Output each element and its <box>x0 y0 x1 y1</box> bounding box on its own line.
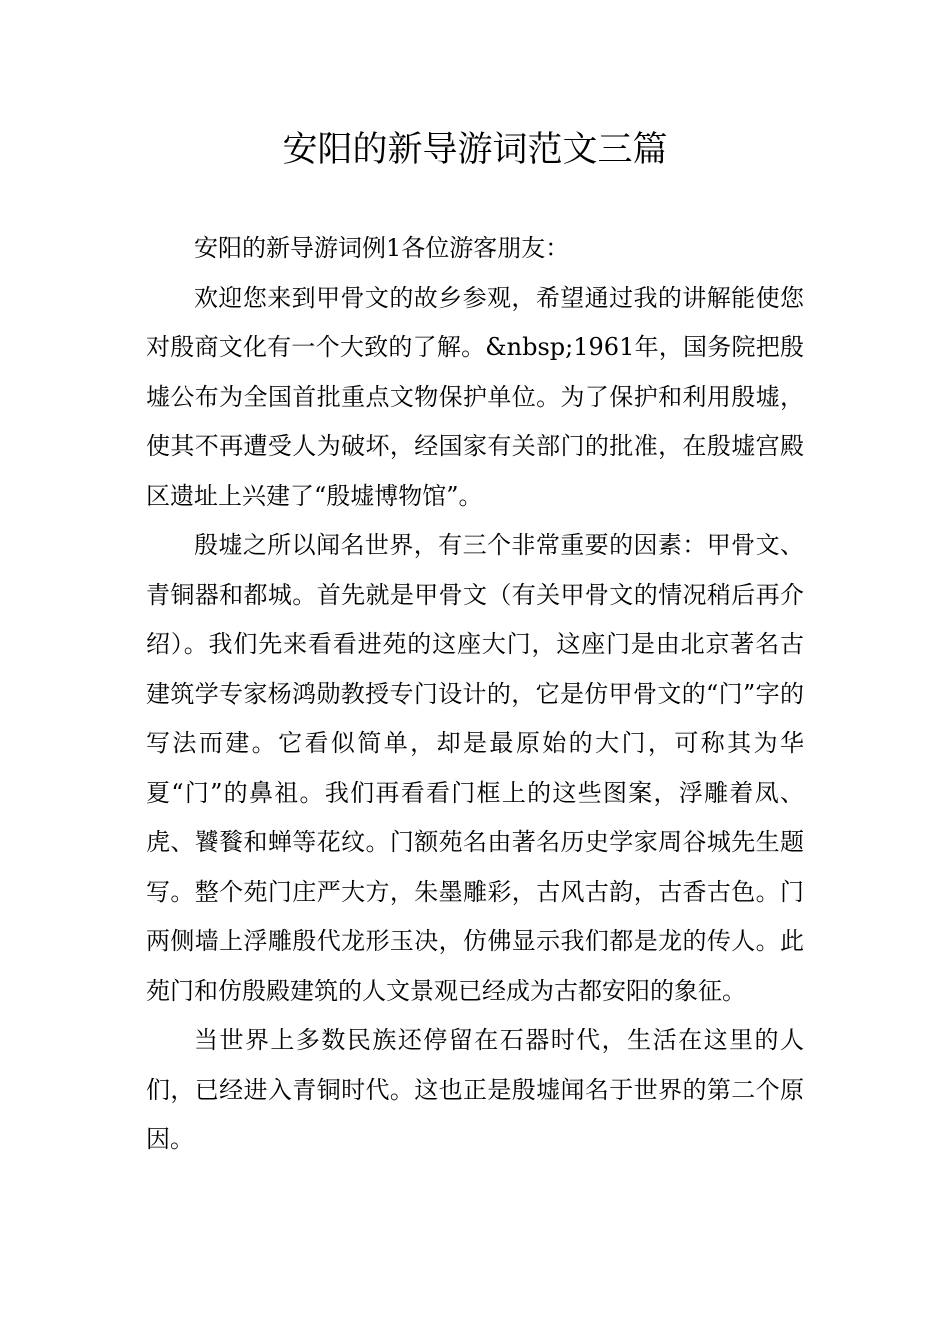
paragraph-yinxu-factors: 殷墟之所以闻名世界，有三个非常重要的因素：甲骨文、青铜器和都城。首先就是甲骨文（有关甲骨文的情况稍后再介绍）。我们先来看看进苑的这座大门，这座门是由北京著名古建筑学专家杨鸿勋教授专门设计的，它是仿甲骨文的“门”字的写法而建。它看似简单，却是最原始的大门，可称其为华夏“门”的鼻祖。我们再看看门框上的这些图案，浮雕着凤、虎、饕餮和蝉等花纹。门额苑名由著名历史学家周谷城先生题写。整个苑门庄严大方，朱墨雕彩，古风古韵，古香古色。门两侧墙上浮雕殷代龙形玉决，仿佛显示我们都是龙的传人。此苑门和仿殷殿建筑的人文景观已经成为古都安阳的象征。 <box>146 531 804 1005</box>
paragraph-bronze-age: 当世界上多数民族还停留在石器时代，生活在这里的人们，已经进入青铜时代。这也正是殷墟闻名于世界的第二个原因。 <box>146 1026 804 1153</box>
paragraph-welcome: 欢迎您来到甲骨文的故乡参观，希望通过我的讲解能使您对殷商文化有一个大致的了解。&nbsp;1961年，国务院把殷墟公布为全国首批重点文物保护单位。为了保护和利用殷墟，使其不再遭受人为破坏，经国家有关部门的批准，在殷墟宫殿区遗址上兴建了“殷墟博物馆”。 <box>146 283 804 510</box>
document-title: 安阳的新导游词范文三篇 <box>282 130 668 170</box>
paragraph-intro: 安阳的新导游词例1各位游客朋友： <box>194 234 570 262</box>
document-body <box>146 224 804 1165</box>
